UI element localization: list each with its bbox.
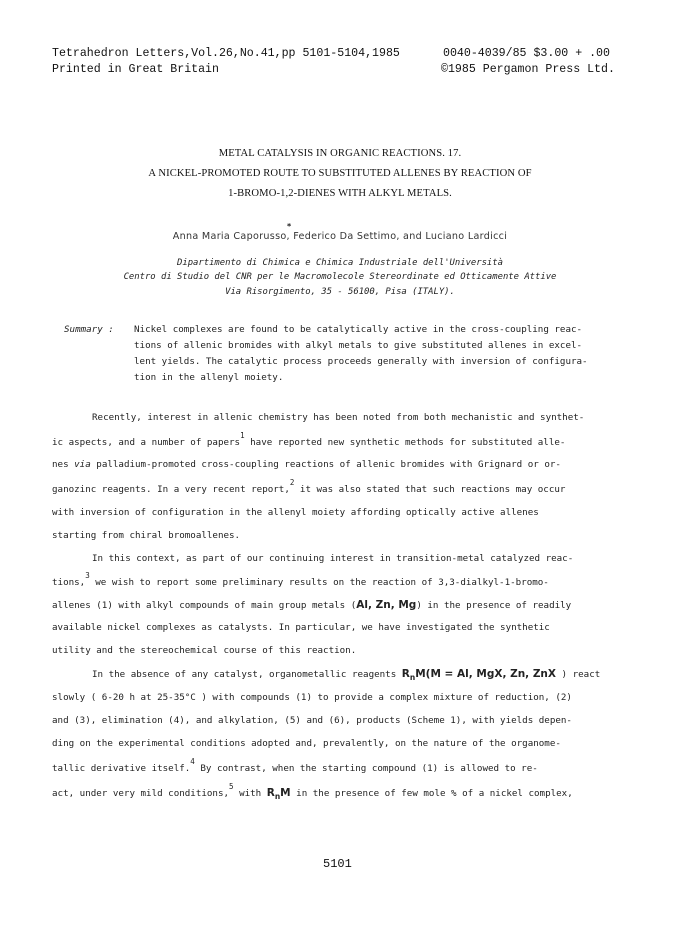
- article-title-line-2: A NICKEL-PROMOTED ROUTE TO SUBSTITUTED ALLENES BY REACTION OF: [148, 168, 532, 179]
- body-line: nes via palladium-promoted cross-coupling reactions of allenic bromides with Grignard or or-: [52, 459, 561, 470]
- article-title-line-3: 1-BROMO-1,2-DIENES WITH ALKYL METALS.: [228, 188, 452, 199]
- body-line: ic aspects, and a number of papers$^1$ have reported new synthetic methods for substituted alle-: [52, 431, 566, 448]
- page-number: 5101: [323, 857, 352, 871]
- body-line: and (3), elimination (4), and alkylation, (5) and (6), products (Scheme 1), with yields depen-: [52, 715, 572, 726]
- summary-label: Summary :: [64, 324, 114, 335]
- body-line: tallic derivative itself.$^4$ By contrast, when the starting compound (1) is allowed to re-: [52, 757, 538, 774]
- summary-line: tions of allenic bromides with alkyl metals to give substituted allenes in excel-: [134, 340, 583, 351]
- body-line: ganozinc reagents. In a very recent report,$^2$ it was also stated that such reactions may occur: [52, 478, 566, 495]
- body-line: utility and the stereochemical course of this reaction.: [52, 645, 357, 656]
- body-line: tions,$^3$ we wish to report some preliminary results on the reaction of 3,3-dialkyl-1-bromo-: [52, 571, 549, 588]
- affiliation-line-1: Dipartimento di Chimica e Chimica Industriale dell'Università: [177, 258, 503, 268]
- summary-line: tion in the allenyl moiety.: [134, 372, 284, 383]
- reference-1: 1: [240, 431, 245, 440]
- body-line: In this context, as part of our continuing interest in transition-metal catalyzed reac-: [92, 553, 574, 564]
- author-list: Anna Maria Caporusso, Federico Da Settimo, and Luciano Lardicci: [172, 231, 508, 242]
- body-line: allenes (1) with alkyl compounds of main group metals (Al, Zn, Mg) in the presence of readily: [52, 599, 572, 611]
- body-line: Recently, interest in allenic chemistry has been noted from both mechanistic and synthet-: [92, 412, 585, 423]
- summary-line: Nickel complexes are found to be catalytically active in the cross-coupling reac-: [134, 324, 583, 335]
- reference-4: 4: [190, 757, 195, 766]
- body-line: available nickel complexes as catalysts. In particular, we have investigated the synthetic: [52, 622, 550, 633]
- body-line: with inversion of configuration in the allenyl moiety affording optically active allenes: [52, 507, 539, 518]
- body-line: In the absence of any catalyst, organometallic reagents $R_nM(M = Al$, MgX, Zn, ZnX ) react: [92, 668, 601, 683]
- affiliation-line-3: Via Risorgimento, 35 - 56100, Pisa (ITALY).: [225, 287, 455, 297]
- reference-3: 3: [85, 571, 90, 580]
- summary-line: lent yields. The catalytic process proceeds generally with inversion of configura-: [134, 356, 588, 367]
- copyright: ©1985 Pergamon Press Ltd.: [441, 63, 615, 76]
- issn-price: 0040-4039/85 $3.00 + .00: [443, 47, 610, 60]
- journal-citation: Tetrahedron Letters,Vol.26,No.41,pp 5101-5104,1985: [52, 47, 400, 60]
- body-line: ding on the experimental conditions adopted and, prevalently, on the nature of the organome-: [52, 738, 561, 749]
- reference-5: 5: [229, 782, 234, 791]
- body-line: slowly ( 6-20 h at 25-35°C ) with compounds (1) to provide a complex mixture of reduction, (2): [52, 692, 572, 703]
- printed-location: Printed in Great Britain: [52, 63, 219, 76]
- body-line: act, under very mild conditions,$^5$ with $R_nM$ in the presence of few mole % of a nickel complex,: [52, 782, 573, 802]
- article-title-line-1: METAL CATALYSIS IN ORGANIC REACTIONS. 17.: [218, 148, 462, 159]
- reference-2: 2: [289, 478, 295, 487]
- corresponding-author-mark: *: [287, 222, 292, 231]
- affiliation-line-2: Centro di Studio del CNR per le Macromolecole Stereordinate ed Otticamente Attive: [123, 272, 557, 282]
- body-line: starting from chiral bromoallenes.: [52, 530, 241, 541]
